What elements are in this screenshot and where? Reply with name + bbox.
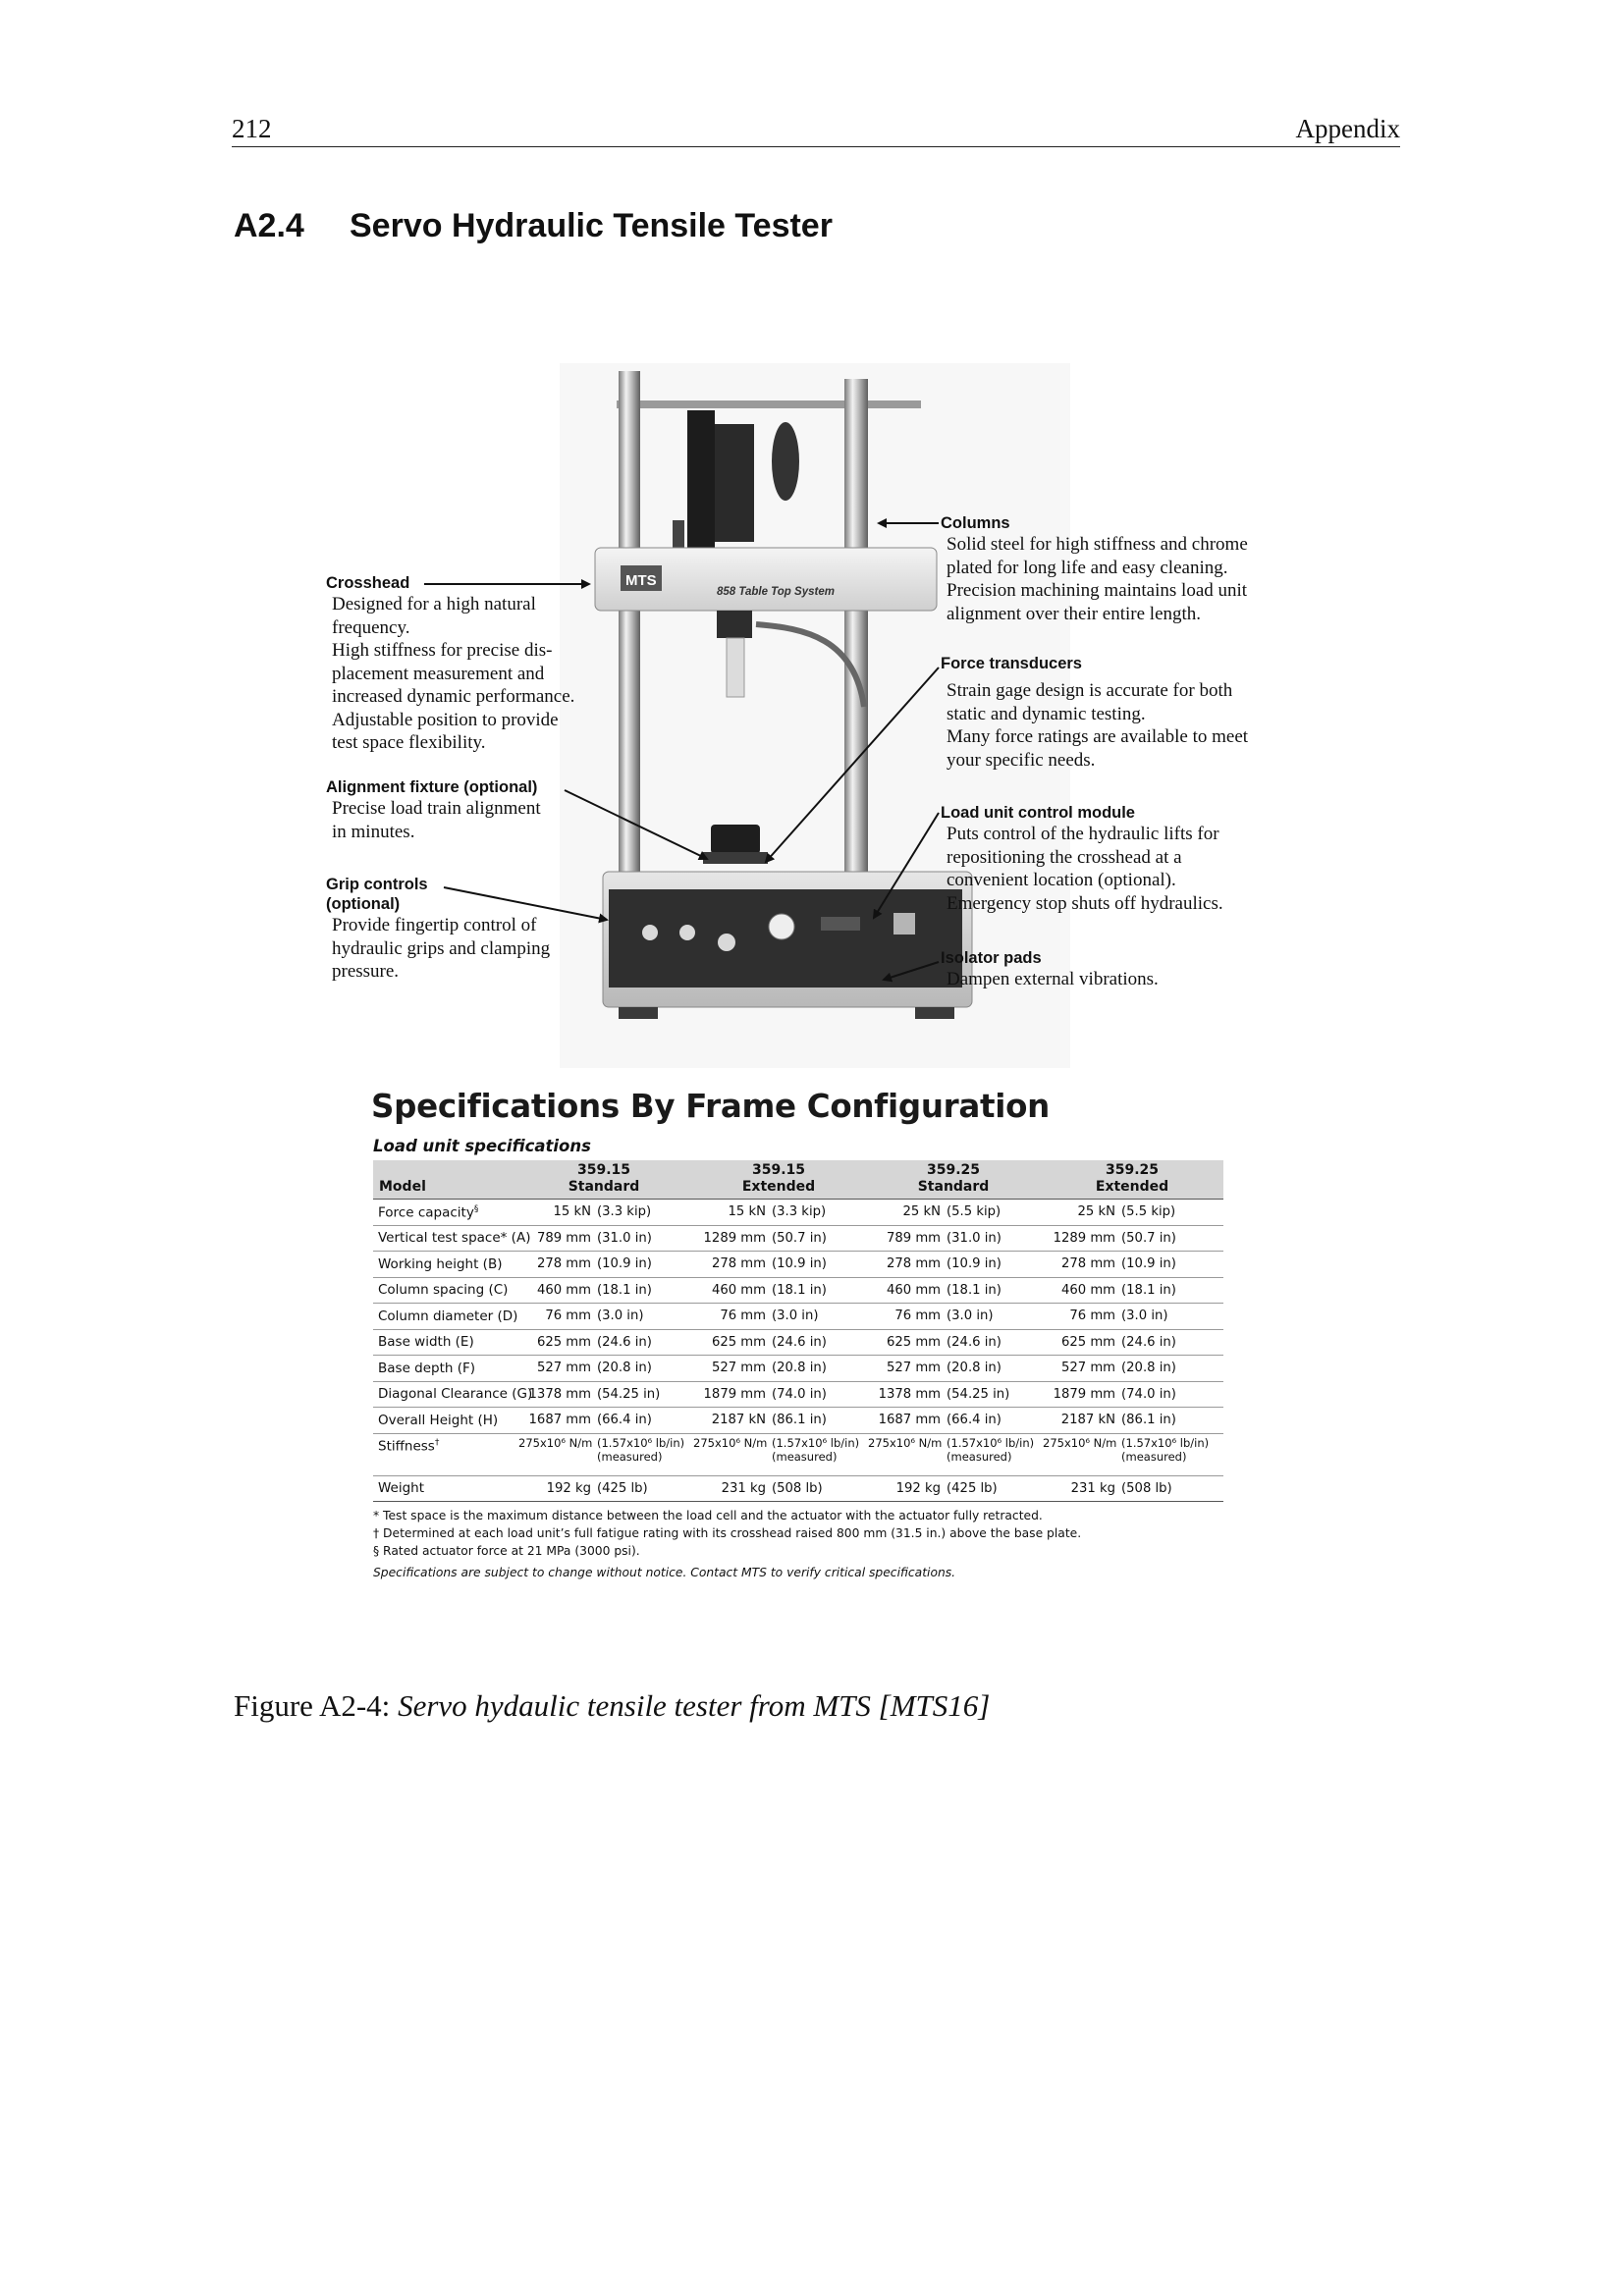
imperial-value: (3.0 in) xyxy=(772,1304,866,1330)
imperial-value xyxy=(597,1433,691,1475)
alignment-fixture xyxy=(711,825,760,854)
imperial-value: (50.7 in) xyxy=(1121,1225,1223,1252)
footnote: § Rated actuator force at 21 MPa (3000 psi). xyxy=(373,1544,640,1558)
imperial-value: (74.0 in) xyxy=(772,1381,866,1408)
imperial-value: (425 lb) xyxy=(947,1475,1041,1502)
imperial-value: (508 lb) xyxy=(772,1475,866,1502)
row-label: Force capacity§ xyxy=(373,1200,516,1226)
header-rule xyxy=(232,146,1400,147)
imperial-value: (20.8 in) xyxy=(597,1356,691,1382)
metric-value: 460 mm xyxy=(1041,1277,1121,1304)
isolator-title: Isolator pads xyxy=(941,949,1042,967)
pressure-knob xyxy=(718,934,735,951)
imperial-value: (20.8 in) xyxy=(947,1356,1041,1382)
column-header: 359.15 Extended xyxy=(691,1160,866,1200)
table-row xyxy=(373,1304,1223,1330)
metric-value: 278 mm xyxy=(691,1252,772,1278)
imperial-value: (24.6 in) xyxy=(947,1329,1041,1356)
column-header: 359.15 Standard xyxy=(516,1160,691,1200)
metric-value: 278 mm xyxy=(516,1252,597,1278)
imperial-value xyxy=(1121,1433,1223,1475)
crosshead-title: Crosshead xyxy=(326,574,410,592)
isolator-text: Dampen external vibrations. xyxy=(947,969,1159,989)
imperial-value: (18.1 in) xyxy=(772,1277,866,1304)
metric-value: 25 kN xyxy=(866,1200,947,1226)
imperial-stiffness: (1.57x10⁶ lb/in) xyxy=(1121,1435,1210,1450)
row-label: Diagonal Clearance (G) xyxy=(373,1381,516,1408)
imperial-value: (425 lb) xyxy=(597,1475,691,1502)
metric-value: 76 mm xyxy=(516,1304,597,1330)
imperial-value: (10.9 in) xyxy=(597,1252,691,1278)
imperial-value: (20.8 in) xyxy=(1121,1356,1223,1382)
columns-title: Columns xyxy=(941,514,1010,532)
section-title: Servo Hydraulic Tensile Tester xyxy=(350,207,833,244)
measured-note: (measured) xyxy=(772,1449,838,1464)
metric-value: 1879 mm xyxy=(691,1381,772,1408)
metric-value: 192 kg xyxy=(866,1475,947,1502)
system-name-label: 858 Table Top System xyxy=(717,586,835,598)
imperial-value: (3.0 in) xyxy=(947,1304,1041,1330)
measured-note: (measured) xyxy=(1121,1449,1187,1464)
row-label: Column diameter (D) xyxy=(373,1304,516,1330)
measured-note: (measured) xyxy=(947,1449,1012,1464)
metric-value: 625 mm xyxy=(866,1329,947,1356)
metric-value: 789 mm xyxy=(866,1225,947,1252)
row-label: Weight xyxy=(373,1475,516,1502)
metric-value: 231 kg xyxy=(691,1475,772,1502)
imperial-value: (10.9 in) xyxy=(947,1252,1041,1278)
caption-text: Servo hydaulic tensile tester from MTS [MTS16] xyxy=(398,1688,991,1723)
metric-value: 76 mm xyxy=(691,1304,772,1330)
imperial-value: (86.1 in) xyxy=(1121,1408,1223,1434)
lift-switch xyxy=(821,917,860,931)
section-heading xyxy=(234,207,833,245)
metric-value: 15 kN xyxy=(691,1200,772,1226)
metric-value: 527 mm xyxy=(866,1356,947,1382)
imperial-value: (24.6 in) xyxy=(1121,1329,1223,1356)
metric-value: 1289 mm xyxy=(691,1225,772,1252)
table-row xyxy=(373,1329,1223,1356)
imperial-value: (508 lb) xyxy=(1121,1475,1223,1502)
table-row xyxy=(373,1475,1223,1502)
caption-prefix: Figure A2-4: xyxy=(234,1688,399,1723)
top-tie-bar xyxy=(617,400,921,408)
metric-value: 1378 mm xyxy=(516,1381,597,1408)
control-callout xyxy=(941,803,1300,915)
imperial-value: (5.5 kip) xyxy=(947,1200,1041,1226)
alignment-callout xyxy=(326,777,597,843)
specs-disclaimer: Specifications are subject to change without notice. Contact MTS to verify critical specifications. xyxy=(373,1566,956,1579)
imperial-stiffness: (1.57x10⁶ lb/in) xyxy=(772,1435,860,1450)
row-label: Working height (B) xyxy=(373,1252,516,1278)
row-label: Column spacing (C) xyxy=(373,1277,516,1304)
crosshead-callout xyxy=(326,573,607,755)
control-title: Load unit control module xyxy=(941,804,1135,822)
imperial-value: (31.0 in) xyxy=(947,1225,1041,1252)
imperial-value: (24.6 in) xyxy=(772,1329,866,1356)
column-header: 359.25 Extended xyxy=(1041,1160,1223,1200)
imperial-value: (10.9 in) xyxy=(772,1252,866,1278)
metric-value: 460 mm xyxy=(691,1277,772,1304)
accumulator xyxy=(772,422,799,501)
specs-title: Specifications By Frame Configuration xyxy=(371,1088,1050,1125)
metric-value: 1879 mm xyxy=(1041,1381,1121,1408)
imperial-value: (5.5 kip) xyxy=(1121,1200,1223,1226)
imperial-value: (10.9 in) xyxy=(1121,1252,1223,1278)
grip-text: Provide fingertip control of hydraulic grips and clamping pressure. xyxy=(332,915,551,982)
imperial-value: (3.0 in) xyxy=(1121,1304,1223,1330)
row-label: Base width (E) xyxy=(373,1329,516,1356)
imperial-value: (18.1 in) xyxy=(947,1277,1041,1304)
metric-value: 527 mm xyxy=(516,1356,597,1382)
specs-body xyxy=(373,1200,1223,1502)
imperial-value xyxy=(772,1433,866,1475)
metric-value: 1687 mm xyxy=(516,1408,597,1434)
specs-footnotes xyxy=(373,1507,1081,1581)
metric-value: 278 mm xyxy=(866,1252,947,1278)
section-number: A2.4 xyxy=(234,207,304,244)
pressure-gauge xyxy=(769,914,794,939)
running-title: Appendix xyxy=(1295,114,1400,143)
row-label: Vertical test space* (A) xyxy=(373,1225,516,1252)
force-text: Strain gage design is accurate for both static and dynamic testing. Many force ratings are available to meet your specific needs. xyxy=(947,680,1249,771)
metric-value: 2187 kN xyxy=(691,1408,772,1434)
metric-value: 625 mm xyxy=(691,1329,772,1356)
specs-subtitle: Load unit specifications xyxy=(373,1137,591,1155)
specs-header-row xyxy=(373,1160,1223,1200)
left-column xyxy=(619,371,640,909)
metric-value: 1378 mm xyxy=(866,1381,947,1408)
actuator-rod xyxy=(727,638,744,697)
columns-callout xyxy=(941,513,1300,625)
isolator-callout xyxy=(941,948,1300,991)
metric-value: 275x10⁶ N/m xyxy=(1041,1433,1121,1475)
imperial-value: (3.3 kip) xyxy=(597,1200,691,1226)
table-row xyxy=(373,1200,1223,1226)
metric-value: 76 mm xyxy=(1041,1304,1121,1330)
table-row xyxy=(373,1277,1223,1304)
grip-callout xyxy=(326,875,597,984)
metric-value: 789 mm xyxy=(516,1225,597,1252)
force-callout xyxy=(941,654,1300,772)
mts-logo: MTS xyxy=(625,572,657,589)
imperial-value: (74.0 in) xyxy=(1121,1381,1223,1408)
metric-value: 275x10⁶ N/m xyxy=(691,1433,772,1475)
row-label: Overall Height (H) xyxy=(373,1408,516,1434)
metric-value: 625 mm xyxy=(1041,1329,1121,1356)
imperial-value: (54.25 in) xyxy=(947,1381,1041,1408)
load-cell xyxy=(717,611,752,638)
row-label: Stiffness† xyxy=(373,1433,516,1475)
grip-knob-2 xyxy=(679,925,695,940)
imperial-value: (3.3 kip) xyxy=(772,1200,866,1226)
footnote-mark: § xyxy=(473,1203,479,1214)
footnote: * Test space is the maximum distance between the load cell and the actuator with the actuator fully retracted. xyxy=(373,1509,1043,1522)
metric-value: 231 kg xyxy=(1041,1475,1121,1502)
specs-table xyxy=(373,1160,1223,1502)
imperial-value: (18.1 in) xyxy=(1121,1277,1223,1304)
measured-note: (measured) xyxy=(597,1449,663,1464)
metric-value: 527 mm xyxy=(1041,1356,1121,1382)
alignment-text: Precise load train alignment in minutes. xyxy=(332,798,541,842)
emergency-stop xyxy=(893,913,915,934)
imperial-value: (20.8 in) xyxy=(772,1356,866,1382)
imperial-value: (66.4 in) xyxy=(597,1408,691,1434)
grip-title: Grip controls (optional) xyxy=(326,876,428,913)
servo-valve xyxy=(687,410,715,548)
right-column xyxy=(844,379,868,909)
force-title: Force transducers xyxy=(941,655,1082,672)
metric-value: 15 kN xyxy=(516,1200,597,1226)
table-row xyxy=(373,1381,1223,1408)
table-row xyxy=(373,1252,1223,1278)
imperial-value: (50.7 in) xyxy=(772,1225,866,1252)
metric-value: 278 mm xyxy=(1041,1252,1121,1278)
page-number: 212 xyxy=(232,114,272,143)
metric-value: 1289 mm xyxy=(1041,1225,1121,1252)
metric-value: 275x10⁶ N/m xyxy=(516,1433,597,1475)
imperial-value: (86.1 in) xyxy=(772,1408,866,1434)
imperial-value: (18.1 in) xyxy=(597,1277,691,1304)
model-header: Model xyxy=(373,1160,516,1200)
table-row xyxy=(373,1433,1223,1475)
isolator-pad-right xyxy=(915,1007,954,1019)
metric-value: 2187 kN xyxy=(1041,1408,1121,1434)
table-row xyxy=(373,1356,1223,1382)
actuator-motor xyxy=(715,424,754,542)
imperial-value: (3.0 in) xyxy=(597,1304,691,1330)
row-label: Base depth (F) xyxy=(373,1356,516,1382)
metric-value: 625 mm xyxy=(516,1329,597,1356)
imperial-stiffness: (1.57x10⁶ lb/in) xyxy=(597,1435,685,1450)
imperial-value: (31.0 in) xyxy=(597,1225,691,1252)
imperial-value: (54.25 in) xyxy=(597,1381,691,1408)
metric-value: 460 mm xyxy=(866,1277,947,1304)
crosshead-text: Designed for a high natural frequency. High stiffness for precise dis- placement measurement and increased dynamic performance. Adjustable position to provide test space flexibility. xyxy=(332,594,575,753)
imperial-value: (66.4 in) xyxy=(947,1408,1041,1434)
metric-value: 460 mm xyxy=(516,1277,597,1304)
columns-text: Solid steel for high stiffness and chrome plated for long life and easy cleaning. Precision machining maintains load unit alignment over their entire length. xyxy=(947,534,1248,624)
metric-value: 275x10⁶ N/m xyxy=(866,1433,947,1475)
control-text: Puts control of the hydraulic lifts for repositioning the crosshead at a convenient location (optional). Emergency stop shuts off hydraulics. xyxy=(947,824,1223,914)
isolator-pad-left xyxy=(619,1007,658,1019)
metric-value: 527 mm xyxy=(691,1356,772,1382)
metric-value: 76 mm xyxy=(866,1304,947,1330)
footnote-mark: † xyxy=(434,1437,440,1448)
alignment-title: Alignment fixture (optional) xyxy=(326,778,538,796)
metric-value: 1687 mm xyxy=(866,1408,947,1434)
metric-value: 25 kN xyxy=(1041,1200,1121,1226)
table-row xyxy=(373,1408,1223,1434)
imperial-value: (24.6 in) xyxy=(597,1329,691,1356)
imperial-stiffness: (1.57x10⁶ lb/in) xyxy=(947,1435,1035,1450)
figure-caption xyxy=(234,1688,990,1724)
column-header: 359.25 Standard xyxy=(866,1160,1041,1200)
grip-knob-1 xyxy=(642,925,658,940)
footnote: † Determined at each load unit’s full fatigue rating with its crosshead raised 800 mm (31.5 in.) above the base plate. xyxy=(373,1526,1082,1540)
imperial-value xyxy=(947,1433,1041,1475)
table-row xyxy=(373,1225,1223,1252)
metric-value: 192 kg xyxy=(516,1475,597,1502)
